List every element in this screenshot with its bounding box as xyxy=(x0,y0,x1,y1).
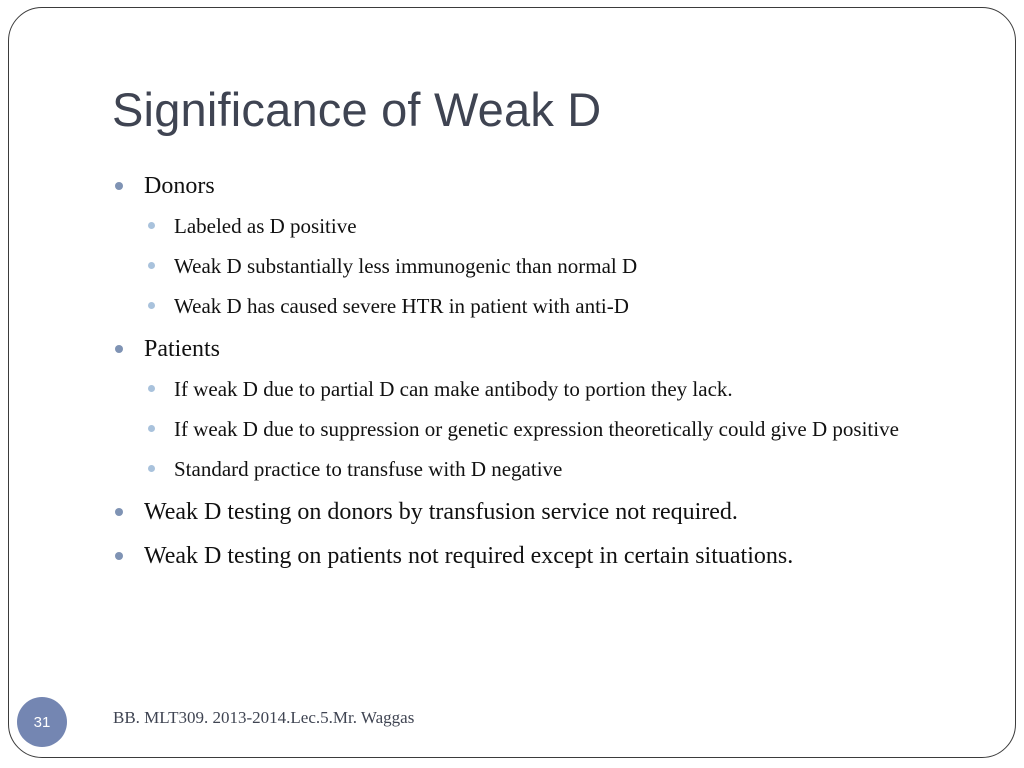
slide-content xyxy=(112,169,972,573)
page-number: 31 xyxy=(33,713,51,731)
bullet-patient-testing xyxy=(112,539,972,573)
sub-bullet-dot-icon xyxy=(148,425,155,432)
bullet-patients xyxy=(112,332,972,486)
bullet-text: Weak D testing on donors by transfusion service not required. xyxy=(144,499,738,525)
page-number-badge xyxy=(17,697,67,747)
sub-bullet xyxy=(143,372,972,406)
bullet-text: Donors xyxy=(144,173,215,199)
sub-bullet-text: Weak D has caused severe HTR in patient with anti-D xyxy=(174,294,629,318)
bullet-donor-testing xyxy=(112,495,972,529)
sub-bullet-dot-icon xyxy=(148,385,155,392)
bullet-text: Weak D testing on patients not required except in certain situations. xyxy=(144,543,794,569)
sub-bullet-dot-icon xyxy=(148,465,155,472)
slide-title: Significance of Weak D xyxy=(112,83,602,136)
sub-bullet-list xyxy=(144,372,972,486)
sub-bullet-text: Labeled as D positive xyxy=(174,214,357,238)
sub-bullet xyxy=(143,452,972,486)
bullet-text: Patients xyxy=(144,336,220,362)
sub-bullet xyxy=(143,412,972,446)
sub-bullet-text: Standard practice to transfuse with D negative xyxy=(174,457,563,481)
sub-bullet xyxy=(143,289,972,323)
sub-bullet xyxy=(143,209,972,243)
sub-bullet-dot-icon xyxy=(148,222,155,229)
sub-bullet-dot-icon xyxy=(148,262,155,269)
bullet-dot-icon xyxy=(115,552,123,560)
bullet-dot-icon xyxy=(115,182,123,190)
sub-bullet-dot-icon xyxy=(148,302,155,309)
bullet-dot-icon xyxy=(115,345,123,353)
sub-bullet-text: Weak D substantially less immunogenic than normal D xyxy=(174,254,638,278)
sub-bullet-text: If weak D due to suppression or genetic expression theoretically could give D positive xyxy=(174,417,899,441)
bullet-dot-icon xyxy=(115,508,123,516)
bullet-list xyxy=(112,169,972,573)
sub-bullet-list xyxy=(144,209,972,323)
bullet-donors xyxy=(112,169,972,323)
footer-text: BB. MLT309. 2013-2014.Lec.5.Mr. Waggas xyxy=(113,708,415,727)
sub-bullet xyxy=(143,249,972,283)
sub-bullet-text: If weak D due to partial D can make antibody to portion they lack. xyxy=(174,377,733,401)
